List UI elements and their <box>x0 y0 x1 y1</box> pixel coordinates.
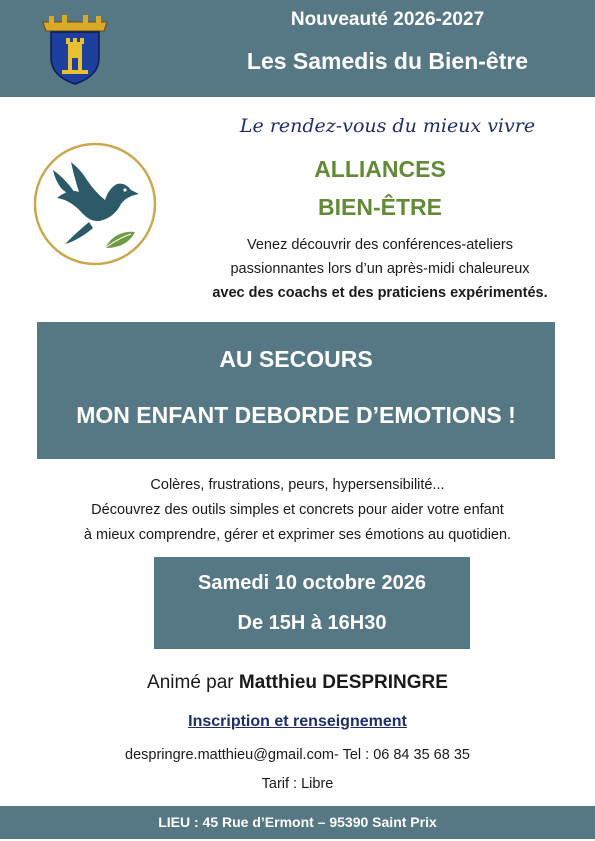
intro-line: Venez découvrir des conférences-ateliers <box>247 237 513 253</box>
price-info: Tarif : Libre <box>261 776 334 792</box>
tagline: Le rendez-vous du mieux vivre <box>239 115 536 137</box>
description-line: Colères, frustrations, peurs, hypersensibilité... <box>150 477 445 493</box>
intro-paragraph <box>175 233 585 305</box>
header-band <box>0 0 595 97</box>
intro-line-bold: avec des coachs et des praticiens expérimentés. <box>212 285 548 301</box>
description-line: Découvrez des outils simples et concrets pour aider votre enfant <box>91 502 504 518</box>
event-date: Samedi 10 octobre 2026 <box>198 572 426 594</box>
event-time: De 15H à 16H30 <box>237 612 387 634</box>
event-title-box <box>37 322 555 459</box>
description-line: à mieux comprendre, gérer et exprimer ses émotions au quotidien. <box>83 527 512 543</box>
signup-heading: Inscription et renseignement <box>188 713 407 730</box>
header-title: Les Samedis du Bien-être <box>246 48 529 74</box>
host-prefix: Animé par <box>147 672 234 693</box>
brand-name-line1: ALLIANCES <box>314 156 446 182</box>
event-title-line1: AU SECOURS <box>219 346 373 372</box>
contact-info: despringre.matthieu@gmail.com- Tel : 06 84 35 68 35 <box>125 747 470 763</box>
header-subtitle: Nouveauté 2026-2027 <box>290 9 485 30</box>
event-title-line2: MON ENFANT DEBORDE D’EMOTIONS ! <box>76 402 516 428</box>
brand-name-line2: BIEN-ÊTRE <box>318 194 442 220</box>
host-name: Matthieu DESPRINGRE <box>238 672 448 693</box>
dove-logo-icon <box>31 140 159 268</box>
event-description <box>20 473 575 548</box>
town-crest-icon <box>38 12 112 86</box>
footer-band <box>0 806 595 839</box>
event-date-box <box>154 557 470 649</box>
host-line <box>0 672 595 694</box>
venue-address: LIEU : 45 Rue d’Ermont – 95390 Saint Prix <box>158 814 437 830</box>
intro-line: passionnantes lors d’un après-midi chaleureux <box>230 261 530 277</box>
